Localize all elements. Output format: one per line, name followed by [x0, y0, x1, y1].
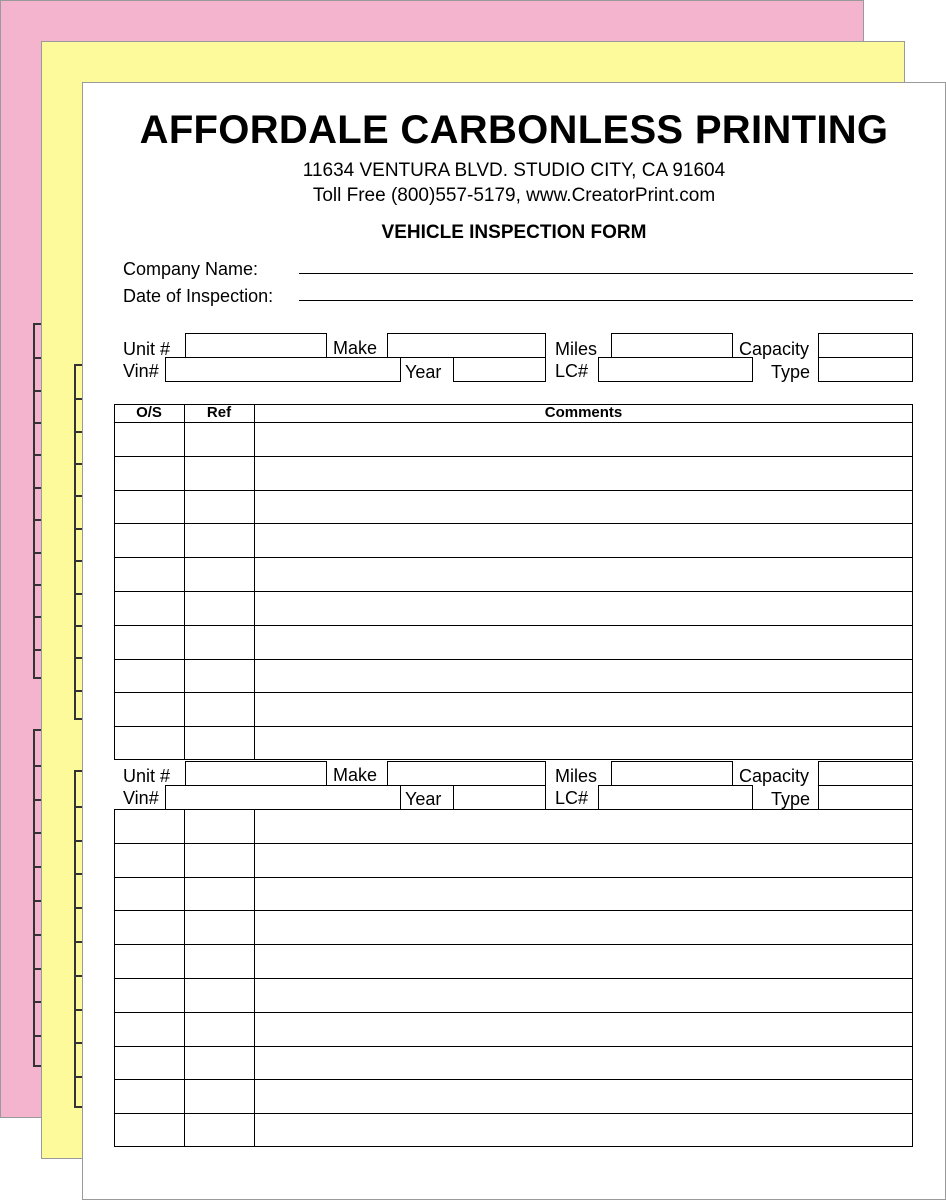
table-row[interactable]	[114, 978, 913, 1012]
unit-field[interactable]	[185, 761, 327, 786]
miles-label: Miles	[555, 339, 598, 359]
make-field[interactable]	[387, 761, 546, 786]
capacity-field[interactable]	[818, 761, 913, 786]
table-row[interactable]	[114, 910, 913, 944]
type-field[interactable]	[818, 357, 913, 382]
lc-label: LC#	[555, 361, 589, 381]
capacity-label: Capacity	[739, 339, 810, 359]
unit-label: Unit #	[123, 339, 171, 359]
lc-field[interactable]	[598, 357, 753, 382]
unit-field[interactable]	[185, 333, 327, 358]
year-field[interactable]	[453, 785, 546, 810]
inspection-table-2	[114, 809, 913, 1147]
company-contact: Toll Free (800)557-5179, www.CreatorPrint.com	[312, 185, 716, 206]
type-field[interactable]	[818, 785, 913, 810]
vin-field[interactable]	[165, 357, 401, 382]
table-row[interactable]	[114, 591, 913, 625]
table-row[interactable]	[114, 422, 913, 456]
year-label: Year	[405, 362, 442, 382]
miles-field[interactable]	[611, 333, 733, 358]
table-row[interactable]	[114, 944, 913, 978]
year-field[interactable]	[453, 357, 546, 382]
type-label: Type	[771, 362, 811, 382]
table-row[interactable]	[114, 1113, 913, 1147]
column-header-os: O/S	[136, 404, 162, 421]
type-label: Type	[771, 789, 811, 809]
miles-label: Miles	[555, 766, 598, 786]
table-row[interactable]	[114, 456, 913, 490]
make-field[interactable]	[387, 333, 546, 358]
table-row[interactable]	[114, 625, 913, 659]
table-row[interactable]	[114, 659, 913, 693]
make-label: Make	[333, 338, 378, 358]
table-row[interactable]	[114, 692, 913, 726]
column-header-ref: Ref	[206, 404, 232, 421]
make-label: Make	[333, 765, 378, 785]
lc-field[interactable]	[598, 785, 753, 810]
form-title: VEHICLE INSPECTION FORM	[381, 222, 647, 243]
lc-label: LC#	[555, 788, 589, 808]
capacity-label: Capacity	[739, 766, 810, 786]
table-row[interactable]	[114, 1046, 913, 1080]
vin-label: Vin#	[123, 788, 159, 808]
company-name: AFFORDALE CARBONLESS PRINTING	[139, 108, 889, 152]
company-name-label: Company Name:	[123, 259, 259, 279]
date-line[interactable]	[299, 300, 913, 301]
table-row[interactable]	[114, 877, 913, 911]
table-row[interactable]	[114, 490, 913, 524]
table-row[interactable]	[114, 523, 913, 557]
year-label: Year	[405, 789, 442, 809]
table-row[interactable]	[114, 726, 913, 760]
table-row[interactable]	[114, 809, 913, 843]
inspection-table-1	[114, 404, 913, 760]
capacity-field[interactable]	[818, 333, 913, 358]
company-name-line[interactable]	[299, 273, 913, 274]
table-row[interactable]	[114, 1079, 913, 1113]
table-row[interactable]	[114, 1012, 913, 1046]
table-row[interactable]	[114, 557, 913, 591]
miles-field[interactable]	[611, 761, 733, 786]
date-label: Date of Inspection:	[123, 286, 274, 306]
vin-label: Vin#	[123, 361, 159, 381]
vin-field[interactable]	[165, 785, 401, 810]
unit-label: Unit #	[123, 766, 171, 786]
company-address: 11634 VENTURA BLVD. STUDIO CITY, CA 91604	[302, 160, 726, 181]
table-row[interactable]	[114, 843, 913, 877]
column-header-comments: Comments	[544, 404, 623, 421]
